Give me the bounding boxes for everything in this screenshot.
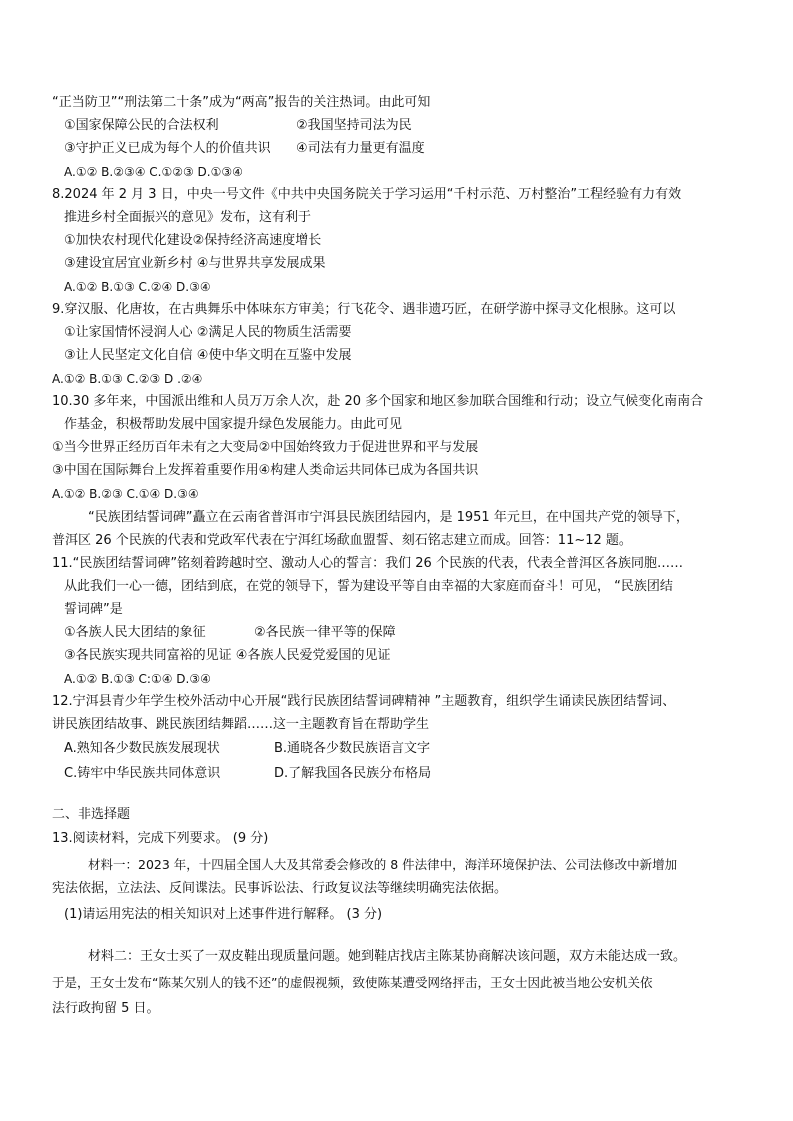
q11-stem-line-1: 11.“民族团结誓词碑”铭刻着跨越时空、激动人心的誓言：我们 26 个民族的代表，代表全普洱区各族同胞……	[52, 556, 683, 571]
q13-material-2-line-2: 于是，王女士发布“陈某欠别人的钱不还”的虚假视频，致使陈某遭受网络抨击，王女士因此被当地公安机关依	[52, 975, 653, 990]
q12-option-b: B.通晓各少数民族语言文字	[274, 741, 431, 756]
q7-option-3: ③守护正义已成为每个人的价值共识	[64, 141, 271, 156]
q8-options-3-4: ③建设宜居宜业新乡村 ④与世界共享发展成果	[64, 256, 326, 271]
q10-options-1-2: ①当今世界正经历百年未有之大变局②中国始终致力于促进世界和平与发展	[52, 440, 479, 455]
q11-option-2: ②各民族一律平等的保障	[254, 625, 396, 640]
q11-stem-line-3: 誓词碑”是	[64, 602, 123, 617]
q9-stem: 9.穿汉服、化唐妆，在古典舞乐中体味东方审美；行飞花令、遇非遗巧匠，在研学游中探寻文化根脉。这可以	[52, 302, 676, 317]
q7-option-4: ④司法有力量更有温度	[296, 141, 425, 156]
q13-material-1-line-1: 材料一：2023 年，十四届全国人大及其常委会修改的 8 件法律中，海洋环境保护法、公司法修改中新增加	[88, 857, 678, 872]
q12-option-d: D.了解我国各民族分布格局	[274, 766, 432, 781]
material-line-1: “民族团结誓词碑”矗立在云南省普洱市宁洱县民族团结园内，是 1951 年元旦，在中国共产党的领导下，	[88, 510, 689, 525]
q11-option-1: ①各族人民大团结的象征	[64, 625, 206, 640]
q10-stem-line-1: 10.30 多年来，中国派出维和人员万万余人次，赴 20 多个国家和地区参加联合国维和行动；设立气候变化南南合	[52, 394, 704, 409]
q13-material-2-line-3: 法行政拘留 5 日。	[52, 1001, 160, 1016]
q12-option-a: A.熟知各少数民族发展现状	[64, 741, 220, 756]
q13-subquestion-1: (1)请运用宪法的相关知识对上述事件进行解释。 (3 分)	[64, 907, 383, 922]
q7-stem: “正当防卫”“刑法第二十条”成为“两高”报告的关注热词。由此可知	[52, 95, 431, 110]
q8-options-1-2: ①加快农村现代化建设②保持经济高速度增长	[64, 233, 322, 248]
q10-stem-line-2: 作基金，积极帮助发展中国家提升绿色发展能力。由此可见	[64, 417, 403, 432]
q12-stem-line-1: 12.宁洱县青少年学生校外活动中心开展“践行民族团结誓词碑精神 ”主题教育，组织学生诵读民族团结誓词、	[52, 694, 676, 709]
q11-options-3-4: ③各民族实现共同富裕的见证 ④各族人民爱党爱国的见证	[64, 648, 391, 663]
q8-stem-line-2: 推进乡村全面振兴的意见》发布，这有利于	[64, 210, 312, 225]
q13-material-1-line-2: 宪法依据，立法法、反间谍法。民事诉讼法、行政复议法等继续明确宪法依据。	[52, 881, 508, 896]
q8-choices: A.①② B.①③ C.②④ D.③④	[64, 280, 211, 294]
q12-stem-line-2: 讲民族团结故事、跳民族团结舞蹈……这一主题教育旨在帮助学生	[52, 717, 430, 732]
q9-choices: A.①② B.①③ C.②③ D .②④	[52, 372, 203, 386]
q7-option-1: ①国家保障公民的合法权利	[64, 118, 219, 133]
q9-options-1-2: ①让家国情怀浸润人心 ②满足人民的物质生活需要	[64, 325, 352, 340]
section-heading: 二、非选择题	[52, 807, 131, 822]
q7-choices: A.①② B.②③④ C.①②③ D.①③④	[64, 165, 243, 179]
q8-stem-line-1: 8.2024 年 2 月 3 日，中央一号文件《中共中央国务院关于学习运用“千村示范、万村整治”工程经验有力有效	[52, 187, 682, 202]
q7-option-2: ②我国坚持司法为民	[296, 118, 412, 133]
q13-stem: 13.阅读材料，完成下列要求。 (9 分)	[52, 831, 269, 846]
q10-choices: A.①② B.②③ C.①④ D.③④	[52, 487, 199, 501]
q11-stem-line-2: 从此我们一心一德，团结到底，在党的领导下，誓为建设平等自由幸福的大家庭而奋斗！可见， “民族团结	[64, 579, 673, 594]
q9-options-3-4: ③让人民坚定文化自信 ④使中华文明在互鉴中发展	[64, 348, 352, 363]
q13-material-2-line-1: 材料二：王女士买了一双皮鞋出现质量问题。她到鞋店找店主陈某协商解决该问题，双方未能达成一致。	[88, 949, 687, 964]
material-line-2: 普洱区 26 个民族的代表和党政军代表在宁洱红场歃血盟誓、刻石铭志建立而成。回答：11~12 题。	[52, 533, 632, 548]
q10-options-3-4: ③中国在国际舞台上发挥着重要作用④构建人类命运共同体已成为各国共识	[52, 463, 479, 478]
q12-option-c: C.铸牢中华民族共同体意识	[64, 766, 221, 781]
q11-choices: A.①② B.①③ C:①④ D.③④	[64, 672, 211, 686]
